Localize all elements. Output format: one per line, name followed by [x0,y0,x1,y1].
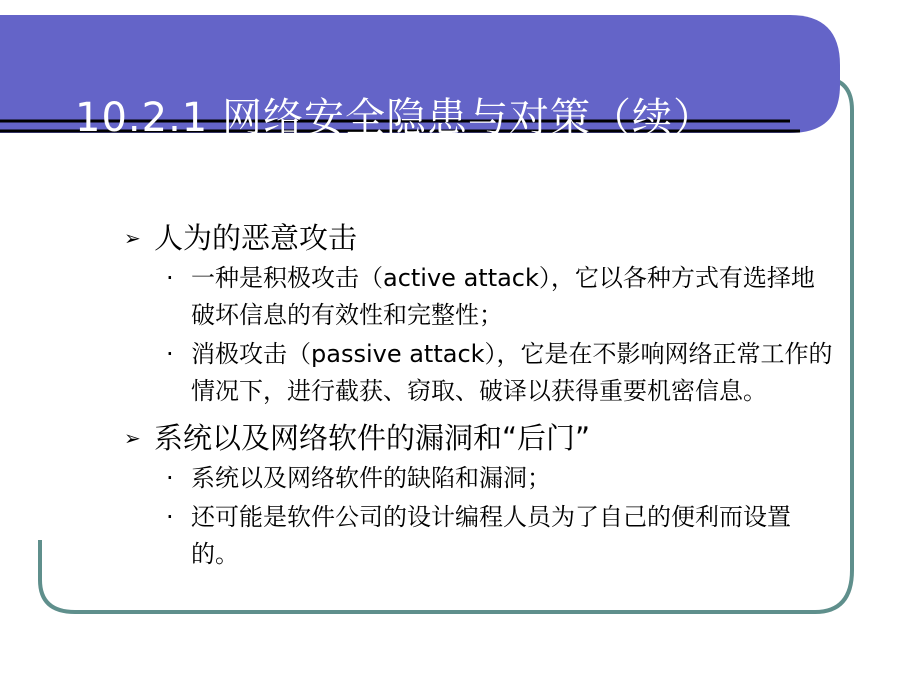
bullet-software-vulnerabilities [124,418,834,458]
bullet-text: 系统以及网络软件的漏洞和“后门” [154,421,591,455]
sub-bullet-defects [166,460,834,497]
arrow-bullet-icon: ➢ [124,426,141,450]
sub-bullet-backdoor [166,499,834,573]
dot-bullet-icon: · [166,340,174,368]
sub-bullet-passive-attack [166,336,834,410]
sub-bullet-text: 消极攻击（passive attack），它是在不影响网络正常工作的情况下，进行截获、窃取、破译以获得重要机密信息。 [191,340,833,405]
sub-bullet-active-attack [166,260,834,334]
sub-bullet-text: 系统以及网络软件的缺陷和漏洞； [191,464,551,492]
bullet-human-attack [124,218,834,258]
sub-bullet-text: 一种是积极攻击（active attack），它以各种方式有选择地破坏信息的有效性和完整性； [191,264,815,329]
slide-title: 10.2.1 网络安全隐患与对策（续） [75,95,714,141]
dot-bullet-icon: · [166,503,174,531]
sub-bullet-text: 还可能是软件公司的设计编程人员为了自己的便利而设置的。 [191,503,791,568]
arrow-bullet-icon: ➢ [124,226,141,250]
dot-bullet-icon: · [166,264,174,292]
bullet-text: 人为的恶意攻击 [154,221,358,255]
dot-bullet-icon: · [166,464,174,492]
slide-content [124,218,834,573]
